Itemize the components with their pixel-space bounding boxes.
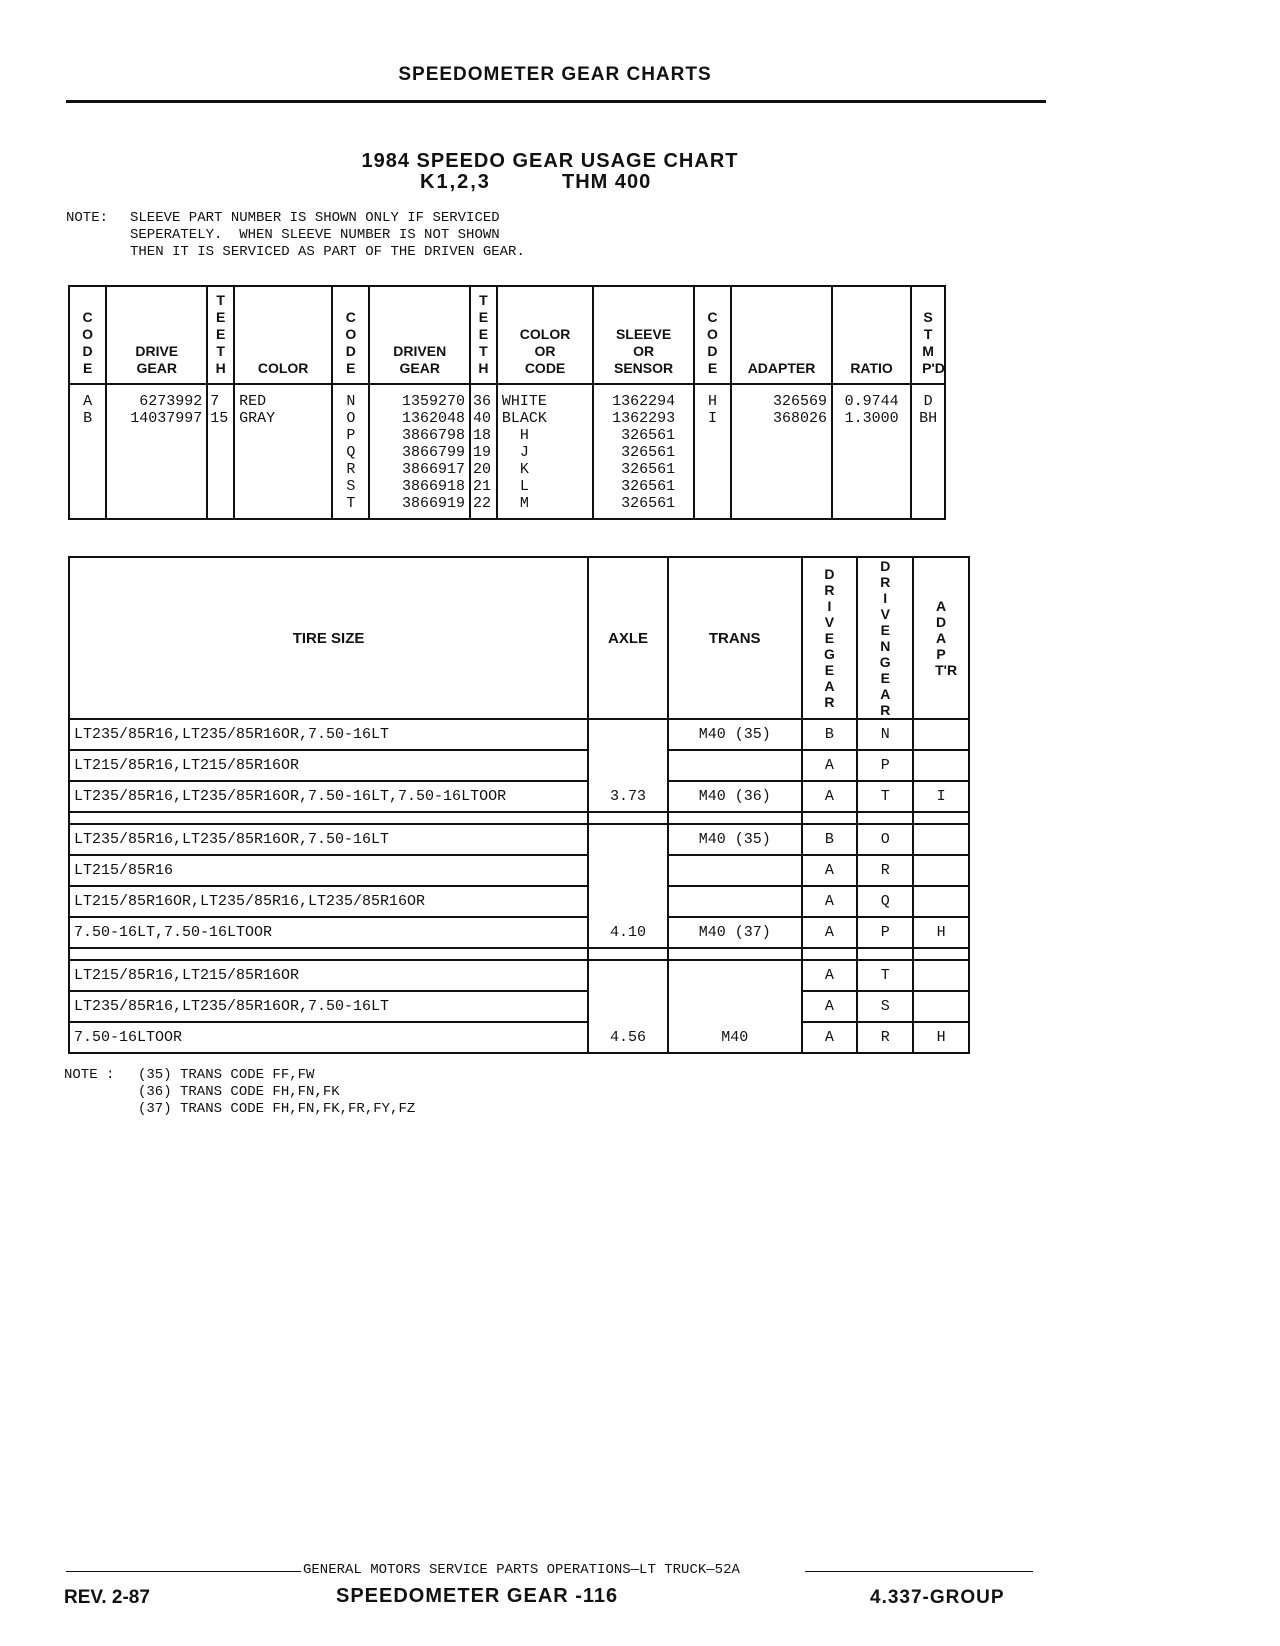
header-adapter: ADAPTER: [731, 286, 832, 384]
tire-size-cell: 7.50-16LT,7.50-16LTOOR: [69, 917, 588, 948]
header-teeth: TEETH: [207, 286, 234, 384]
adapter-cell: [913, 824, 969, 855]
header-rule: [66, 100, 1046, 103]
adapter-cell: 326569 368026: [731, 384, 832, 519]
header-color-or-code: COLOR OR CODE: [497, 286, 593, 384]
bottom-note-line-3: (37) TRANS CODE FH,FN,FK,FR,FY,FZ: [138, 1101, 416, 1117]
table-row: [69, 824, 969, 855]
drive-cell: A: [802, 855, 858, 886]
drive-cell: B: [802, 719, 858, 750]
tire-table: [68, 556, 970, 1054]
footer-publisher-line: GENERAL MOTORS SERVICE PARTS OPERATIONS—LT TRUCK—52A: [303, 1562, 740, 1578]
trans-cell: M40 (35): [668, 719, 802, 750]
page-header-title: SPEEDOMETER GEAR CHARTS: [398, 64, 712, 85]
table-row: [69, 719, 969, 750]
table-row: [69, 750, 969, 781]
table-row: [69, 917, 969, 948]
header-sleeve-or-sensor: SLEEVE OR SENSOR: [593, 286, 694, 384]
driven-cell: T: [857, 781, 913, 812]
driven-color-cell: WHITE BLACK H J K L M: [497, 384, 593, 519]
tire-table-header-row: [69, 557, 969, 719]
drive-cell: B: [802, 824, 858, 855]
trans-cell: M40 (37): [668, 917, 802, 948]
drive-cell: A: [802, 750, 858, 781]
chart-subtitle-trans: THM 400: [562, 171, 652, 193]
ratio-cell: 0.9744 1.3000: [832, 384, 911, 519]
axle-cell: 4.56: [588, 960, 668, 1053]
adapter-cell: [913, 960, 969, 991]
axle-cell: 4.10: [588, 824, 668, 948]
adapter-cell: [913, 719, 969, 750]
note-line-3: THEN IT IS SERVICED AS PART OF THE DRIVEN GEAR.: [130, 244, 525, 260]
driven-gear-cell: 1359270 1362048 3866798 3866799 3866917 3866918 3866919: [369, 384, 470, 519]
header-trans: TRANS: [668, 557, 802, 719]
trans-cell: [668, 855, 802, 886]
drive-teeth-cell: 7 15: [207, 384, 234, 519]
drive-cell: A: [802, 1022, 858, 1053]
driven-teeth-cell: 36 40 18 19 20 21 22: [470, 384, 497, 519]
tire-size-cell: LT215/85R16OR,LT235/85R16,LT235/85R16OR: [69, 886, 588, 917]
drive-gear-cell: 6273992 14037997: [106, 384, 207, 519]
table-row: [69, 855, 969, 886]
header-code-2: CODE: [332, 286, 369, 384]
drive-cell: A: [802, 917, 858, 948]
adapter-cell: I: [913, 781, 969, 812]
chart-title: 1984 SPEEDO GEAR USAGE CHART: [361, 150, 739, 172]
adapter-cell: [913, 750, 969, 781]
header-ratio: RATIO: [832, 286, 911, 384]
driven-cell: P: [857, 750, 913, 781]
trans-cell: M40 (35): [668, 824, 802, 855]
gear-table-header-row: [69, 286, 945, 384]
header-code-3: CODE: [694, 286, 731, 384]
drive-color-cell: RED GRAY: [234, 384, 332, 519]
gear-table-data-row: [69, 384, 945, 519]
header-stmpd: STMP'D: [911, 286, 945, 384]
bottom-note-label: NOTE :: [64, 1067, 115, 1083]
driven-cell: N: [857, 719, 913, 750]
chart-subtitle-models: K1,2,3: [420, 171, 491, 193]
table-row: [69, 1022, 969, 1053]
header-drive-gear-v: DRIVE GEAR: [802, 557, 858, 719]
group-separator: [69, 948, 969, 960]
driven-cell: O: [857, 824, 913, 855]
stmpd-cell: D BH: [911, 384, 945, 519]
table-row: [69, 960, 969, 991]
drive-code-cell: A B: [69, 384, 106, 519]
tire-size-cell: LT215/85R16: [69, 855, 588, 886]
header-drive-gear: DRIVE GEAR: [106, 286, 207, 384]
trans-cell: M40: [668, 960, 802, 1053]
bottom-note-line-1: (35) TRANS CODE FF,FW: [138, 1067, 315, 1083]
note-line-2: SEPERATELY. WHEN SLEEVE NUMBER IS NOT SHOWN: [130, 227, 500, 243]
header-tire-size: TIRE SIZE: [69, 557, 588, 719]
adapter-cell: [913, 855, 969, 886]
header-axle: AXLE: [588, 557, 668, 719]
tire-size-cell: 7.50-16LTOOR: [69, 1022, 588, 1053]
table-row: [69, 991, 969, 1022]
bottom-note-line-2: (36) TRANS CODE FH,FN,FK: [138, 1084, 340, 1100]
driven-cell: P: [857, 917, 913, 948]
header-adapter-v: ADAPT'R: [913, 557, 969, 719]
driven-cell: T: [857, 960, 913, 991]
header-driven-gear: DRIVEN GEAR: [369, 286, 470, 384]
drive-cell: A: [802, 960, 858, 991]
header-driven-gear-v: DRIVEN GEAR: [857, 557, 913, 719]
gear-table: [68, 285, 946, 520]
driven-cell: R: [857, 1022, 913, 1053]
note-line-1: SLEEVE PART NUMBER IS SHOWN ONLY IF SERVICED: [130, 210, 500, 226]
adapter-cell: H: [913, 1022, 969, 1053]
footer-revision: REV. 2-87: [64, 1587, 150, 1608]
table-row: [69, 886, 969, 917]
group-separator: [69, 812, 969, 824]
tire-size-cell: LT235/85R16,LT235/85R16OR,7.50-16LT: [69, 991, 588, 1022]
footer-rule-left: [66, 1571, 301, 1572]
driven-code-cell: N O P Q R S T: [332, 384, 369, 519]
adapter-cell: [913, 991, 969, 1022]
trans-cell: M40 (36): [668, 781, 802, 812]
tire-size-cell: LT235/85R16,LT235/85R16OR,7.50-16LT: [69, 719, 588, 750]
table-row: [69, 781, 969, 812]
driven-cell: S: [857, 991, 913, 1022]
header-color: COLOR: [234, 286, 332, 384]
header-teeth-2: TEETH: [470, 286, 497, 384]
adapter-cell: H: [913, 917, 969, 948]
adapter-cell: [913, 886, 969, 917]
axle-cell: 3.73: [588, 719, 668, 812]
header-code: CODE: [69, 286, 106, 384]
footer-section-title: SPEEDOMETER GEAR -116: [336, 1585, 619, 1607]
adapter-code-cell: H I: [694, 384, 731, 519]
footer-group-number: 4.337-GROUP: [870, 1587, 1005, 1608]
tire-size-cell: LT235/85R16,LT235/85R16OR,7.50-16LT,7.50-16LTOOR: [69, 781, 588, 812]
drive-cell: A: [802, 991, 858, 1022]
note-label: NOTE:: [66, 210, 109, 226]
driven-cell: Q: [857, 886, 913, 917]
footer-rule-right: [805, 1571, 1033, 1572]
tire-size-cell: LT215/85R16,LT215/85R16OR: [69, 750, 588, 781]
trans-cell: [668, 750, 802, 781]
drive-cell: A: [802, 886, 858, 917]
tire-size-cell: LT215/85R16,LT215/85R16OR: [69, 960, 588, 991]
drive-cell: A: [802, 781, 858, 812]
driven-cell: R: [857, 855, 913, 886]
trans-cell: [668, 886, 802, 917]
tire-size-cell: LT235/85R16,LT235/85R16OR,7.50-16LT: [69, 824, 588, 855]
sleeve-cell: 1362294 1362293 326561 326561 326561 326561 326561: [593, 384, 694, 519]
